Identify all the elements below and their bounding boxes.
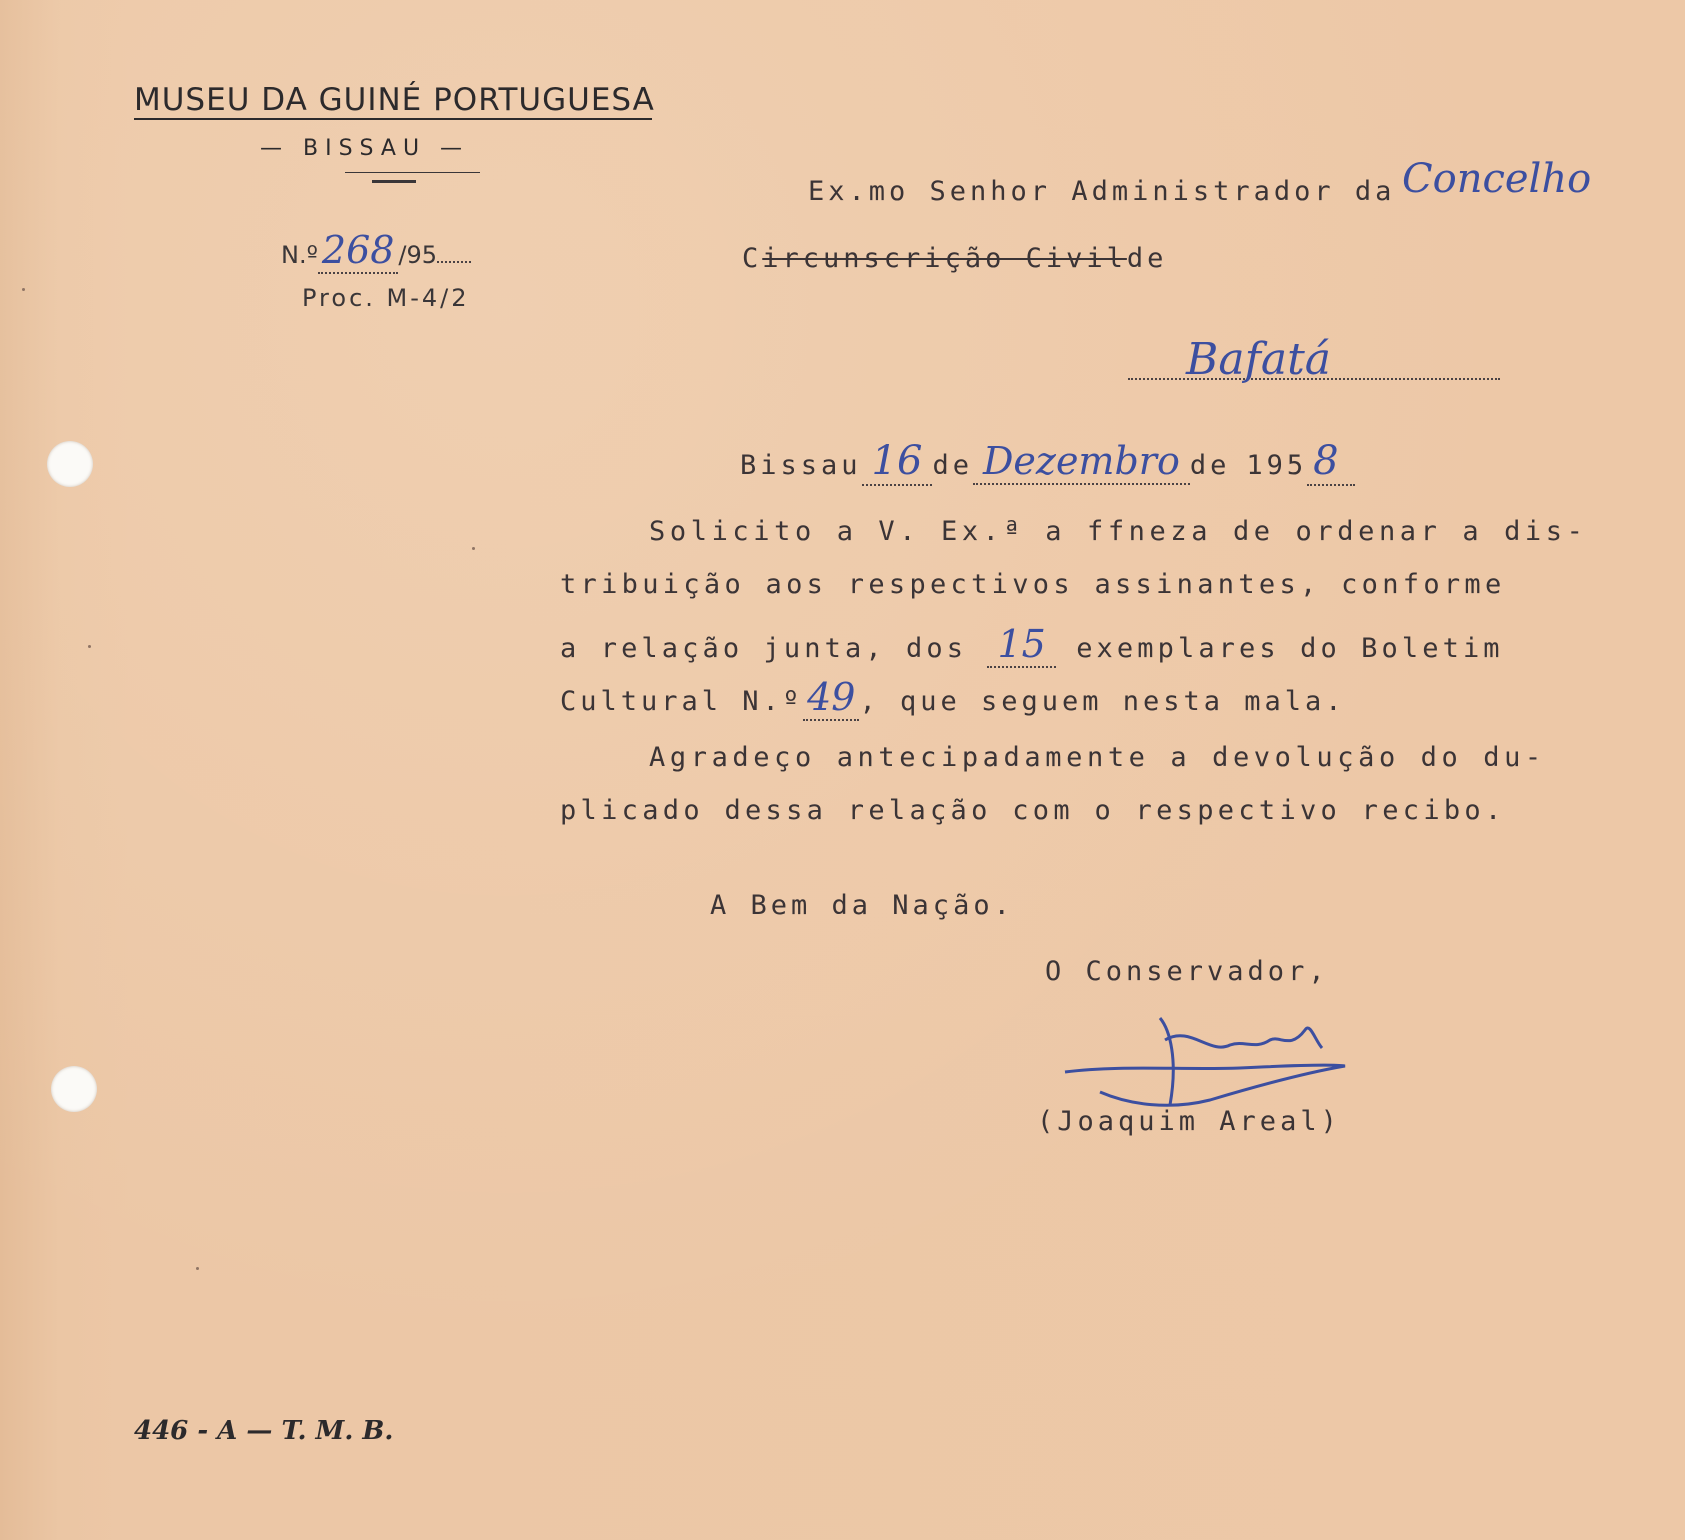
- reference-prefix: N.º: [281, 241, 318, 269]
- paper-speck: [88, 645, 91, 648]
- body-text: Cultural N.º: [560, 686, 804, 717]
- addressee-line-2-first-letter: C: [742, 243, 763, 274]
- process-reference: Proc. M-4/2: [302, 284, 470, 312]
- paper-speck: [22, 288, 25, 291]
- signature: [1060, 1010, 1360, 1120]
- bulletin-number-handwritten: 49: [803, 675, 859, 721]
- body-paragraph-1-line-2: tribuição aos respectivos assinantes, conforme: [560, 569, 1506, 600]
- date-place: Bissau: [740, 450, 862, 481]
- date-day: 16: [862, 438, 933, 486]
- copies-count-handwritten: 15: [987, 622, 1055, 668]
- letterhead-underline: [345, 172, 480, 173]
- addressee-place-handwritten: Bafatá: [1186, 334, 1331, 385]
- letterhead-dash: [372, 180, 416, 183]
- date-month: Dezembro: [973, 439, 1190, 485]
- print-code: 446 - A — T. M. B.: [134, 1416, 394, 1446]
- paper-speck: [196, 1267, 199, 1270]
- signatory-title: O Conservador,: [1045, 956, 1329, 987]
- body-paragraph-2-line-1: Agradeço antecipadamente a devolução do du-: [649, 742, 1546, 773]
- letterhead-city: — BISSAU —: [260, 136, 470, 161]
- date-year-prefix: 195: [1246, 450, 1308, 481]
- date-line: [740, 438, 1355, 486]
- signatory-name: (Joaquim Areal): [1037, 1106, 1341, 1137]
- date-year-digit: 8: [1307, 438, 1354, 486]
- body-text: , que seguem nesta mala.: [859, 686, 1346, 717]
- body-paragraph-1-line-4: [560, 675, 1346, 721]
- body-paragraph-1-line-3: [560, 622, 1504, 668]
- signature-stroke: [1065, 1065, 1345, 1105]
- addressee-line-2: [742, 243, 1167, 274]
- addressee-struck-text: ircunscrição Civil: [762, 243, 1127, 274]
- reference-suffix: /95: [398, 241, 438, 269]
- punch-hole-bottom: [51, 1066, 97, 1112]
- date-de-1: de: [932, 450, 973, 481]
- institution-name: MUSEU DA GUINÉ PORTUGUESA: [134, 82, 655, 118]
- body-paragraph-2-line-2: plicado dessa relação com o respectivo recibo.: [560, 795, 1506, 826]
- reference-dots: [437, 261, 471, 263]
- salutation: A Bem da Nação.: [710, 890, 1014, 921]
- addressee-handwritten-concelho: Concelho: [1402, 156, 1592, 202]
- addressee-line-1: [808, 176, 1395, 207]
- addressee-typed-text: Ex.mo Senhor Administrador da: [808, 176, 1396, 207]
- date-de-2: de: [1189, 450, 1231, 481]
- paper-speck: [472, 547, 475, 550]
- body-text: a relação junta, dos: [560, 633, 968, 664]
- addressee-line-2-end: de: [1126, 243, 1168, 274]
- reference-number-handwritten: 268: [318, 228, 399, 274]
- letterhead-rule: [134, 118, 652, 120]
- body-paragraph-1-line-1: Solicito a V. Ex.ª a ffneza de ordenar a dis-: [649, 516, 1588, 547]
- body-text: exemplares do Boletim: [1076, 633, 1504, 664]
- reference-number: [281, 228, 471, 274]
- punch-hole-top: [47, 441, 93, 487]
